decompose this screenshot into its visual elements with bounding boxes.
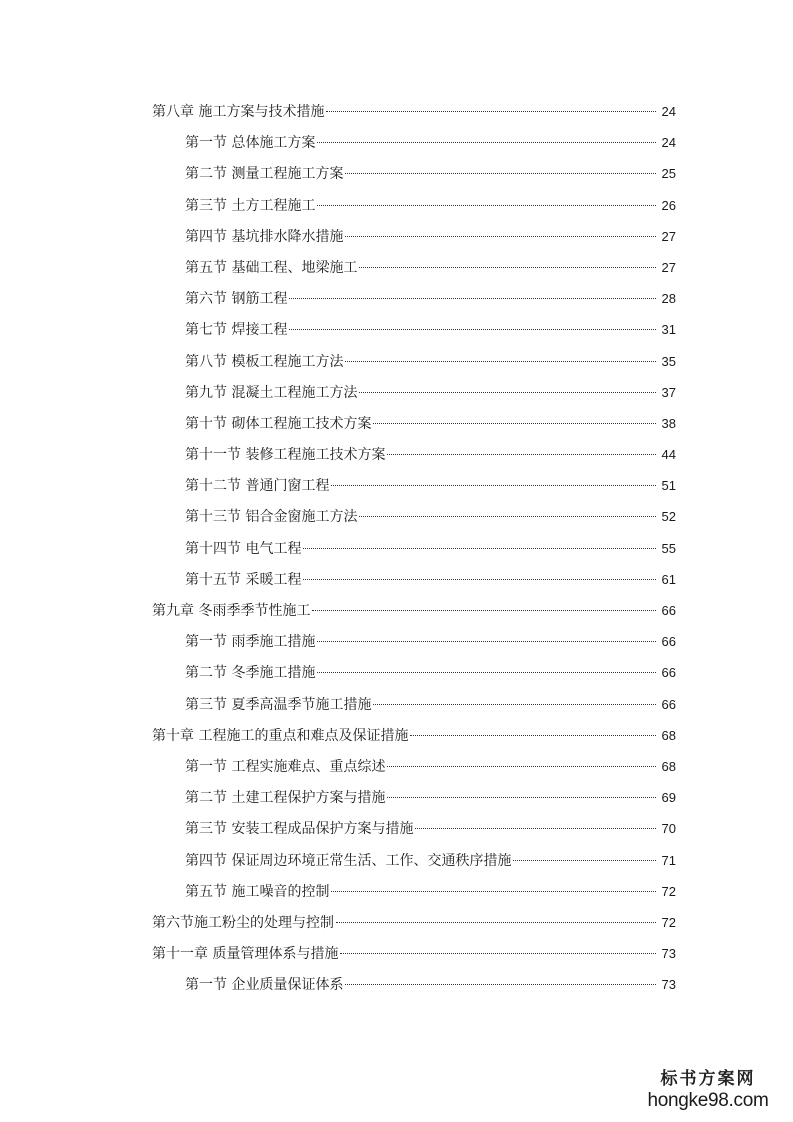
site-watermark xyxy=(643,1068,773,1112)
toc-entry-title: 第十节 砌体工程施工技术方案 xyxy=(185,415,372,432)
toc-section-entry[interactable] xyxy=(152,536,676,567)
toc-entry-title: 第二节 冬季施工措施 xyxy=(185,665,316,682)
toc-dot-leader xyxy=(513,860,656,861)
toc-entry-title: 第一节 工程实施难点、重点综述 xyxy=(185,758,386,775)
toc-section-entry[interactable] xyxy=(152,380,676,411)
toc-entry-title: 第二节 土建工程保护方案与措施 xyxy=(185,790,386,807)
toc-dot-leader xyxy=(373,423,656,424)
toc-dot-leader xyxy=(387,766,656,767)
toc-entry-title: 第五节 基础工程、地梁施工 xyxy=(185,259,358,276)
toc-dot-leader xyxy=(387,797,656,798)
toc-dot-leader xyxy=(345,984,656,985)
toc-section-entry[interactable] xyxy=(152,161,676,192)
toc-section-entry[interactable] xyxy=(152,255,676,286)
toc-page-number: 26 xyxy=(661,197,676,213)
toc-page-number: 72 xyxy=(661,914,676,930)
toc-entry-title: 第九节 混凝土工程施工方法 xyxy=(185,384,358,401)
toc-entry-title: 第一节 总体施工方案 xyxy=(185,135,316,152)
toc-page-number: 66 xyxy=(661,634,676,650)
toc-section-entry[interactable] xyxy=(152,629,676,660)
toc-dot-leader xyxy=(340,953,656,954)
toc-page-number: 27 xyxy=(661,259,676,275)
toc-entry-title: 第三节 夏季高温季节施工措施 xyxy=(185,696,372,713)
toc-section-entry[interactable] xyxy=(152,504,676,535)
toc-entry-title: 第三节 安装工程成品保护方案与措施 xyxy=(185,821,414,838)
toc-dot-leader xyxy=(336,922,656,923)
toc-chapter-entry[interactable] xyxy=(152,99,676,130)
toc-page-number: 55 xyxy=(661,540,676,556)
toc-section-entry[interactable] xyxy=(152,411,676,442)
toc-page-number: 71 xyxy=(661,852,676,868)
toc-chapter-entry[interactable] xyxy=(152,941,676,972)
toc-page-number: 52 xyxy=(661,509,676,525)
toc-dot-leader xyxy=(326,111,656,112)
toc-section-entry[interactable] xyxy=(152,317,676,348)
toc-entry-title: 第六节施工粉尘的处理与控制 xyxy=(152,914,334,931)
toc-section-entry[interactable] xyxy=(152,349,676,380)
toc-page-number: 66 xyxy=(661,665,676,681)
toc-entry-title: 第二节 测量工程施工方案 xyxy=(185,166,344,183)
toc-page-number: 25 xyxy=(661,166,676,182)
toc-entry-title: 第十章 工程施工的重点和难点及保证措施 xyxy=(152,727,409,744)
toc-dot-leader xyxy=(312,610,656,611)
toc-dot-leader xyxy=(345,236,656,237)
toc-entry-title: 第十二节 普通门窗工程 xyxy=(185,478,330,495)
toc-dot-leader xyxy=(359,392,656,393)
toc-page-number: 38 xyxy=(661,415,676,431)
toc-page-number: 24 xyxy=(661,135,676,151)
toc-dot-leader xyxy=(345,173,656,174)
toc-section-entry[interactable] xyxy=(152,754,676,785)
toc-dot-leader xyxy=(345,361,656,362)
toc-page-number: 68 xyxy=(661,727,676,743)
toc-dot-leader xyxy=(303,548,656,549)
toc-section-entry[interactable] xyxy=(152,879,676,910)
toc-dot-leader xyxy=(373,704,656,705)
toc-page-number: 51 xyxy=(661,478,676,494)
toc-entry-title: 第一节 雨季施工措施 xyxy=(185,634,316,651)
toc-dot-leader xyxy=(317,142,656,143)
toc-entry-title: 第十四节 电气工程 xyxy=(185,540,302,557)
toc-page-number: 31 xyxy=(661,322,676,338)
toc-page-number: 68 xyxy=(661,758,676,774)
watermark-chinese-text: 标书方案网 xyxy=(660,1069,756,1089)
watermark-url-text: hongke98.com xyxy=(647,1090,769,1111)
toc-dot-leader xyxy=(359,516,656,517)
toc-entry-title: 第五节 施工噪音的控制 xyxy=(185,883,330,900)
toc-chapter-entry[interactable] xyxy=(152,723,676,754)
table-of-contents xyxy=(152,99,676,1003)
toc-section-entry[interactable] xyxy=(152,785,676,816)
toc-page-number: 28 xyxy=(661,291,676,307)
toc-section-entry[interactable] xyxy=(152,193,676,224)
toc-dot-leader xyxy=(387,454,656,455)
toc-entry-title: 第十三节 铝合金窗施工方法 xyxy=(185,509,358,526)
toc-chapter-entry[interactable] xyxy=(152,910,676,941)
toc-dot-leader xyxy=(289,298,656,299)
toc-entry-title: 第十一章 质量管理体系与措施 xyxy=(152,946,339,963)
toc-page-number: 24 xyxy=(661,104,676,119)
toc-section-entry[interactable] xyxy=(152,567,676,598)
toc-dot-leader xyxy=(359,267,656,268)
toc-page-number: 69 xyxy=(661,790,676,806)
toc-entry-title: 第十五节 采暖工程 xyxy=(185,571,302,588)
toc-section-entry[interactable] xyxy=(152,660,676,691)
toc-entry-title: 第四节 基坑排水降水措施 xyxy=(185,228,344,245)
toc-dot-leader xyxy=(303,579,656,580)
toc-dot-leader xyxy=(317,205,656,206)
toc-section-entry[interactable] xyxy=(152,130,676,161)
toc-section-entry[interactable] xyxy=(152,848,676,879)
toc-page-number: 27 xyxy=(661,228,676,244)
toc-entry-title: 第十一节 装修工程施工技术方案 xyxy=(185,447,386,464)
toc-page-number: 61 xyxy=(661,571,676,587)
toc-entry-title: 第一节 企业质量保证体系 xyxy=(185,977,344,994)
toc-dot-leader xyxy=(289,329,656,330)
toc-page-number: 66 xyxy=(661,603,676,618)
toc-dot-leader xyxy=(410,735,656,736)
toc-chapter-entry[interactable] xyxy=(152,598,676,629)
toc-entry-title: 第七节 焊接工程 xyxy=(185,322,288,339)
toc-page-number: 44 xyxy=(661,447,676,463)
toc-page-number: 73 xyxy=(661,946,676,962)
toc-section-entry[interactable] xyxy=(152,286,676,317)
toc-dot-leader xyxy=(317,641,656,642)
toc-entry-title: 第六节 钢筋工程 xyxy=(185,291,288,308)
toc-dot-leader xyxy=(415,828,656,829)
toc-section-entry[interactable] xyxy=(152,816,676,847)
toc-entry-title: 第四节 保证周边环境正常生活、工作、交通秩序措施 xyxy=(185,852,512,869)
toc-page-number: 72 xyxy=(661,883,676,899)
toc-entry-title: 第三节 土方工程施工 xyxy=(185,197,316,214)
toc-page-number: 66 xyxy=(661,696,676,712)
toc-dot-leader xyxy=(331,485,656,486)
toc-section-entry[interactable] xyxy=(152,224,676,255)
toc-dot-leader xyxy=(317,672,656,673)
toc-dot-leader xyxy=(331,891,656,892)
toc-page-number: 70 xyxy=(661,821,676,837)
toc-entry-title: 第八章 施工方案与技术措施 xyxy=(152,104,325,120)
toc-page-number: 73 xyxy=(661,977,676,993)
toc-page-number: 35 xyxy=(661,353,676,369)
toc-section-entry[interactable] xyxy=(152,442,676,473)
toc-section-entry[interactable] xyxy=(152,972,676,1003)
toc-entry-title: 第八节 模板工程施工方法 xyxy=(185,353,344,370)
toc-entry-title: 第九章 冬雨季季节性施工 xyxy=(152,603,311,619)
toc-page-number: 37 xyxy=(661,384,676,400)
toc-section-entry[interactable] xyxy=(152,692,676,723)
toc-section-entry[interactable] xyxy=(152,473,676,504)
